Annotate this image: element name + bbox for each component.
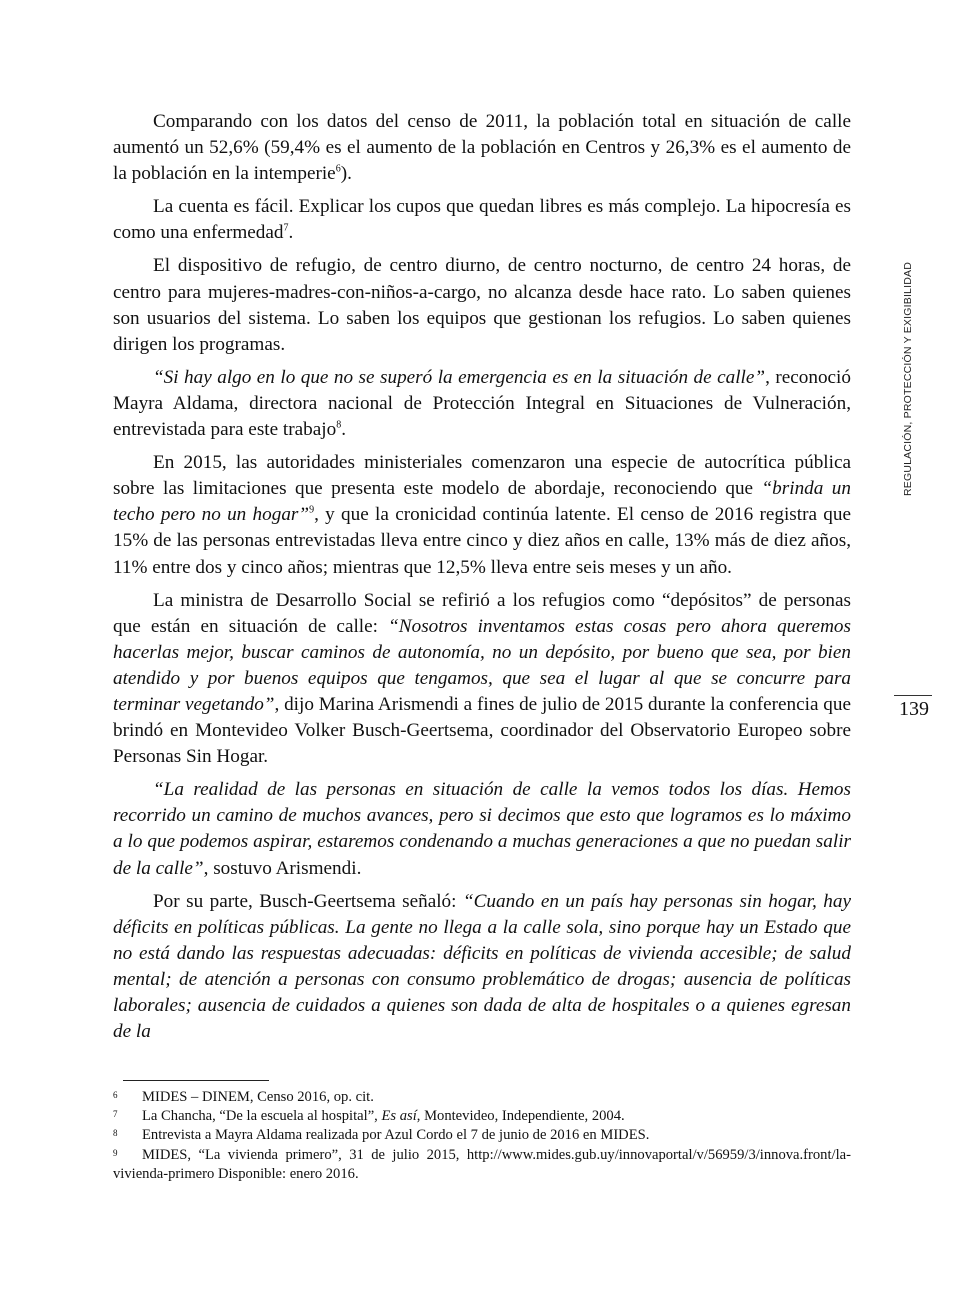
page-number: 139 xyxy=(899,698,929,720)
footnote-ref-7[interactable]: 7 xyxy=(283,222,289,234)
quote-aldama: “Si hay algo en lo que no se superó la emergencia es en la situación de calle” xyxy=(153,366,766,388)
footnote-8: 8 Entrevista a Mayra Aldama realizada por Azul Cordo el 7 de junio de 2016 en MIDES. xyxy=(113,1127,650,1144)
page-number-rule xyxy=(894,695,932,696)
footnote-number: 8 xyxy=(113,1128,118,1139)
paragraph-7: “La realidad de las personas en situación de calle la vemos todos los días. Hemos recorrido un camino de muchos avances, pero si decimos que esto que logramos es lo máximo a lo que podemos aspirar, estaremos condenando a muchas generaciones a que no puedan salir de la calle”, sostuvo Arismendi. xyxy=(113,779,851,879)
footnote-7: 7 La Chancha, “De la escuela al hospital”, Es así, Montevideo, Independiente, 2004. xyxy=(113,1108,625,1125)
quote-techo: “brinda un techo pero no un hogar” xyxy=(113,478,851,526)
paragraph-5: En 2015, las autoridades ministeriales comenzaron una especie de autocrítica pública sobre las limitaciones que presenta este modelo de abordaje, reconociendo que “brinda un techo pero no un hogar”$^9$, y que la cronicidad continúa latente. El censo de 2016 registra que 15% de las personas entrevistadas lleva entre cinco y diez años en calle, 13% más de diez años, 11% entre dos y cinco años; mientras que 12,5% lleva entre seis meses y un año. xyxy=(113,452,851,578)
quote-arismendi-1: “Nosotros inventamos estas cosas pero ahora queremos hacerlas mejor, buscar caminos de autonomía, no un depósito, por bueno que sea, por bien atendido y por buenos equipos que tengamos, que sea el lugar al que se concurre para terminar vegetando” xyxy=(113,615,851,715)
footnote-ref-9[interactable]: 9 xyxy=(309,504,315,516)
paragraph-1: Comparando con los datos del censo de 2011, la población total en situación de calle aumentó un 52,6% (59,4% es el aumento de la población en Centros y 26,3% es el aumento de la población en la intemperie$^6$). xyxy=(113,111,851,185)
body-text xyxy=(113,109,851,1052)
paragraph-2: La cuenta es fácil. Explicar los cupos que quedan libres es más complejo. La hipocresía es como una enfermedad$^7$. xyxy=(113,196,851,244)
footnote-6: 6 MIDES – DINEM, Censo 2016, op. cit. xyxy=(113,1089,374,1105)
quote-busch-geertsema: “Cuando en un país hay personas sin hogar, hay déficits en políticas públicas. La gente no llega a la calle sola, sino porque hay un Estado que no está dando las respuestas adecuadas: déficits en políticas de vivienda accesible; de salud mental; de atención a personas con consumo problemático de drogas; ausencia de políticas laborales; ausencia de cuidados a quienes son dada de alta de hospitales o a quienes egresan de la xyxy=(113,890,851,1043)
footnote-number: 7 xyxy=(113,1109,118,1120)
paragraph-3: El dispositivo de refugio, de centro diurno, de centro nocturno, de centro 24 horas, de centro para mujeres-madres-con-niños-a-cargo, no alcanza desde hace rato. Lo saben quienes son usuarios del sistema. Lo saben los equipos que gestionan los refugios. Lo saben quienes dirigen los programas. xyxy=(113,255,851,355)
paragraph-4: “Si hay algo en lo que no se superó la emergencia es en la situación de calle”, reconoció Mayra Aldama, directora nacional de Protección Integral en Situaciones de Vulneración, entrevistada para este trabajo$^8$. xyxy=(113,366,851,441)
side-header-text: REGULACIÓN, PROTECCIÓN Y EXIGIBILIDAD xyxy=(902,262,914,496)
paragraph-6: La ministra de Desarrollo Social se refirió a los refugios como “depósitos” de personas que están en situación de calle: “Nosotros inventamos estas cosas pero ahora queremos hacerlas mejor, buscar caminos de autonomía, no un depósito, por bueno que sea, por bien atendido y por buenos equipos que tengamos, que sea el lugar al que se concurre para terminar vegetando”, dijo Marina Arismendi a fines de julio de 2015 durante la conferencia que brindó en Montevideo Volker Busch-Geertsema, coordinador del Observatorio Europeo sobre Personas Sin Hogar. xyxy=(113,589,851,768)
footnote-number: 6 xyxy=(113,1090,118,1100)
footnote-ref-8[interactable]: 8 xyxy=(336,419,342,431)
footnote-separator xyxy=(123,1080,269,1081)
footnote-url-text[interactable]: MIDES, “La vivienda primero”, 31 de julio 2015, http://www.mides.gub.uy/innovaportal/v/56959/3/innova.front/la-vivienda-primero Disponible: enero 2016. xyxy=(113,1146,851,1182)
paragraph-8: Por su parte, Busch-Geertsema señaló: “Cuando en un país hay personas sin hogar, hay déficits en políticas públicas. La gente no llega a la calle sola, sino porque hay un Estado que no está dando las respuestas adecuadas: déficits en políticas de vivienda accesible; de salud mental; de atención a personas con consumo problemático de drogas; ausencia de políticas laborales; ausencia de cuidados a quienes son dada de alta de hospitales o a quienes egresan de la xyxy=(113,890,851,1043)
running-side-header xyxy=(898,248,918,510)
footnote-number: 9 xyxy=(113,1147,118,1158)
quote-arismendi-2: “La realidad de las personas en situación de calle la vemos todos los días. Hemos recorrido un camino de muchos avances, pero si decimos que esto que logramos es lo máximo a lo que podemos aspirar, estaremos condenando a muchas generaciones a que no puedan salir de la calle” xyxy=(113,779,851,879)
footnote-ref-6[interactable]: 6 xyxy=(335,163,341,175)
footnote-9 xyxy=(113,1146,851,1184)
footnotes xyxy=(113,1088,851,1184)
